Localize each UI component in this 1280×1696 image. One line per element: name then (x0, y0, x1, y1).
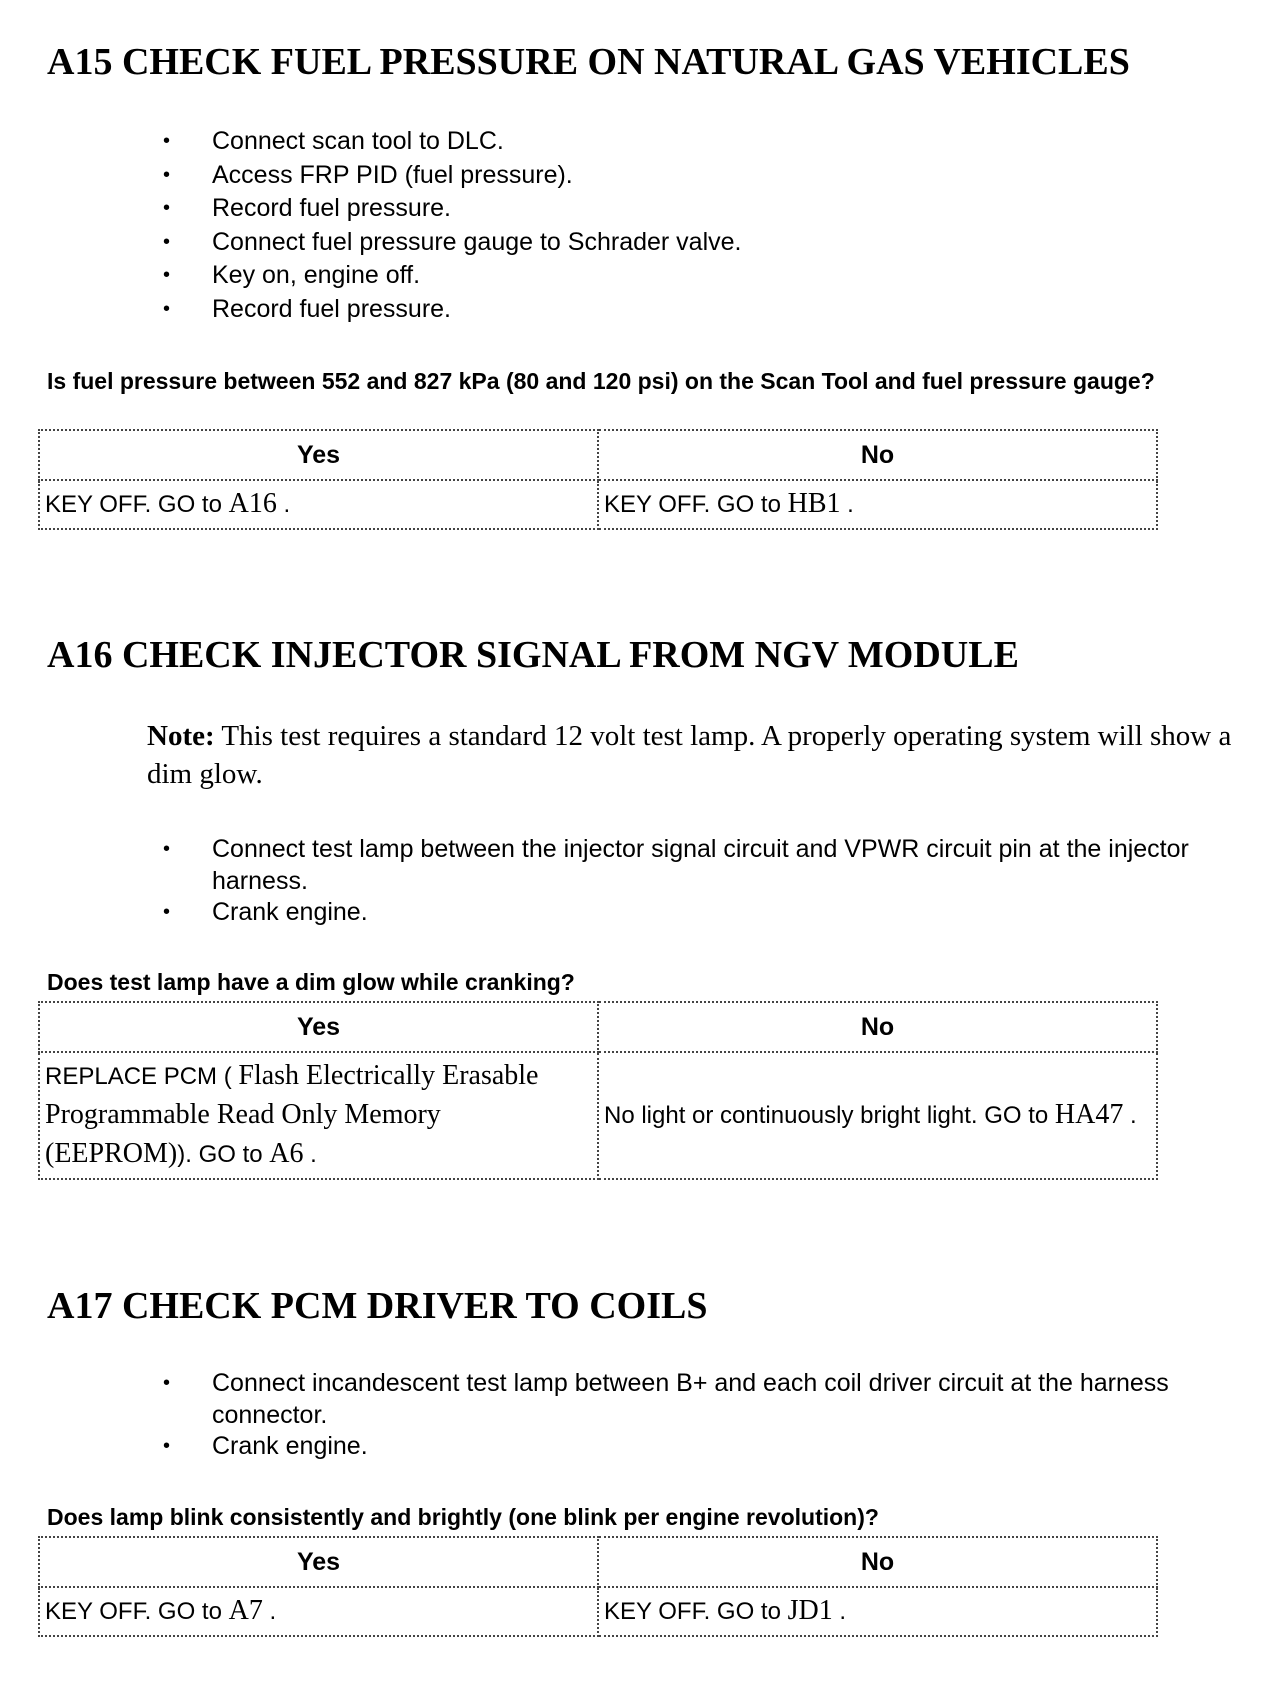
step-item: • Key on, engine off. (0, 259, 1240, 293)
question-a16: Does test lamp have a dim glow while cranking? (47, 969, 575, 995)
question-a15: Is fuel pressure between 552 and 827 kPa (80 and 120 psi) on the Scan Tool and fuel pressure gauge? (47, 368, 1155, 394)
no-cell: KEY OFF. GO to HB1 . (598, 480, 1157, 529)
table-header-row (39, 1537, 1157, 1587)
bullet-icon: • (163, 230, 171, 253)
step-item: • Connect scan tool to DLC. (0, 125, 1240, 159)
ref-link-ha47[interactable]: HA47 (1054, 1099, 1124, 1130)
yes-cell: KEY OFF. GO to A7 . (39, 1587, 598, 1636)
note-a16: Note: This test requires a standard 12 volt test lamp. A properly operating system will show a dim glow. (147, 720, 1232, 790)
yes-header: Yes (39, 430, 598, 480)
step-list-a16 (0, 834, 1240, 929)
ref-link-a7[interactable]: A7 (228, 1595, 263, 1626)
yes-header: Yes (39, 1002, 598, 1052)
step-item: • Access FRP PID (fuel pressure). (0, 159, 1240, 193)
step-item: • Connect fuel pressure gauge to Schrader valve. (0, 226, 1240, 260)
no-header: No (598, 1537, 1157, 1587)
section-heading-a17: A17 CHECK PCM DRIVER TO COILS (47, 1285, 708, 1327)
table-row (39, 1052, 1157, 1179)
bullet-icon: • (163, 838, 171, 860)
yes-cell: KEY OFF. GO to A16 . (39, 480, 598, 529)
no-cell: KEY OFF. GO to JD1 . (598, 1587, 1157, 1636)
step-item: • Connect test lamp between the injector signal circuit and VPWR circuit pin at the injector harness. (163, 835, 1189, 895)
bullet-icon: • (163, 163, 171, 186)
table-header-row (39, 430, 1157, 480)
table-header-row (39, 1002, 1157, 1052)
step-list-a15 (0, 125, 1240, 326)
no-header: No (598, 430, 1157, 480)
bullet-icon: • (163, 1372, 171, 1394)
ref-link-hb1[interactable]: HB1 (787, 488, 841, 519)
decision-table-a17 (38, 1536, 1158, 1637)
step-item: • Connect incandescent test lamp between B+ and each coil driver circuit at the harness connector. (163, 1369, 1169, 1429)
step-item: • Crank engine. (0, 1431, 1240, 1463)
question-a17: Does lamp blink consistently and brightly (one blink per engine revolution)? (47, 1504, 879, 1530)
step-list-a17 (0, 1368, 1240, 1463)
bullet-icon: • (163, 130, 171, 152)
table-row (39, 1587, 1157, 1636)
note-label: Note: (147, 720, 215, 752)
bullet-icon: • (163, 297, 171, 320)
ref-link-jd1[interactable]: JD1 (787, 1595, 833, 1626)
ref-link-a16[interactable]: A16 (228, 488, 277, 519)
yes-header: Yes (39, 1537, 598, 1587)
decision-table-a16 (38, 1001, 1158, 1180)
decision-table-a15 (38, 429, 1158, 530)
bullet-icon: • (163, 1435, 171, 1457)
no-cell: No light or continuously bright light. GO to HA47 . (598, 1052, 1157, 1179)
step-item: • Record fuel pressure. (0, 293, 1240, 327)
step-item: • Record fuel pressure. (0, 192, 1240, 226)
table-row (39, 480, 1157, 529)
bullet-icon: • (163, 197, 171, 219)
yes-cell: REPLACE PCM ( Flash Electrically Erasable Programmable Read Only Memory (EEPROM)). GO to A6 . (39, 1052, 598, 1179)
ref-link-a6[interactable]: A6 (269, 1138, 304, 1169)
bullet-icon: • (163, 901, 171, 923)
bullet-icon: • (163, 264, 171, 286)
section-heading-a16: A16 CHECK INJECTOR SIGNAL FROM NGV MODULE (47, 634, 1019, 676)
no-header: No (598, 1002, 1157, 1052)
step-item: • Crank engine. (0, 897, 1240, 929)
section-heading-a15: A15 CHECK FUEL PRESSURE ON NATURAL GAS VEHICLES (47, 41, 1130, 83)
